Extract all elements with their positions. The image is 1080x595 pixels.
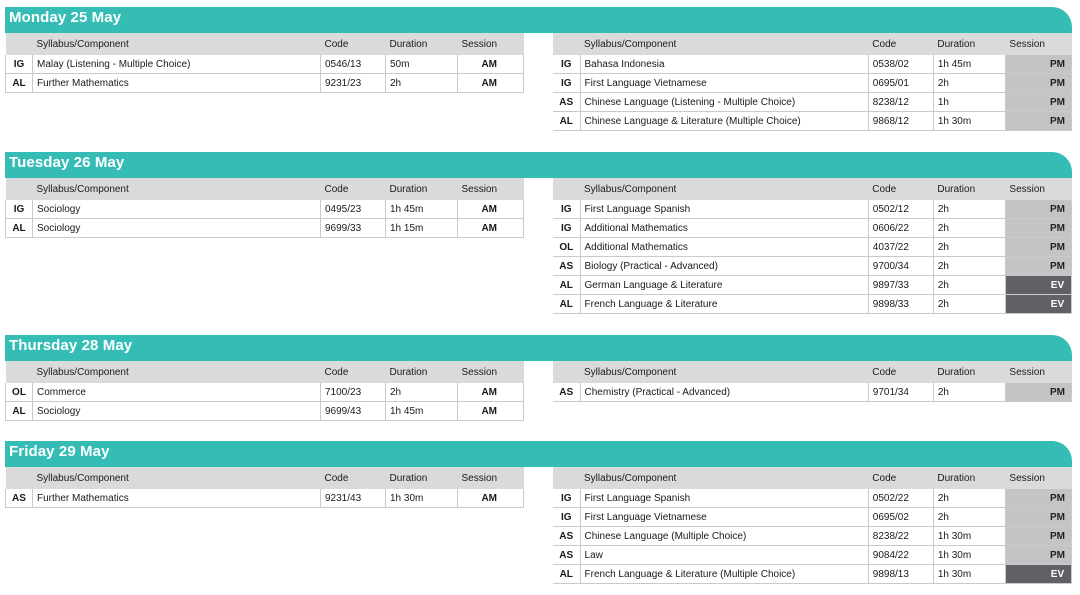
session-cell: PM xyxy=(1005,112,1071,131)
session-cell: PM xyxy=(1005,527,1071,546)
day-header-bar xyxy=(5,441,1072,467)
duration-cell: 1h 45m xyxy=(933,55,1005,74)
level-column-header xyxy=(6,33,33,55)
session-cell: PM xyxy=(1005,55,1071,74)
duration-cell: 1h 30m xyxy=(933,565,1005,584)
duration-column-header: Duration xyxy=(933,361,1005,383)
syllabus-column-header: Syllabus/Component xyxy=(33,33,321,55)
duration-column-header: Duration xyxy=(386,361,458,383)
syllabus-column-header: Syllabus/Component xyxy=(33,178,321,200)
table-row xyxy=(6,200,524,219)
level-cell: IG xyxy=(6,55,33,74)
syllabus-cell: First Language Spanish xyxy=(580,489,868,508)
table-row xyxy=(553,219,1072,238)
syllabus-cell: First Language Spanish xyxy=(580,200,868,219)
column-header-row xyxy=(553,33,1072,55)
code-cell: 9700/34 xyxy=(868,257,933,276)
level-cell: OL xyxy=(553,238,580,257)
duration-cell: 2h xyxy=(386,74,458,93)
session-cell: EV xyxy=(1005,295,1071,314)
table-row xyxy=(6,402,524,421)
day-title: Friday 29 May xyxy=(9,443,110,460)
session-cell: AM xyxy=(458,200,524,219)
table-row xyxy=(553,93,1072,112)
table-row xyxy=(6,55,524,74)
duration-cell: 2h xyxy=(386,383,458,402)
code-cell: 9897/33 xyxy=(868,276,933,295)
session-cell: PM xyxy=(1005,489,1071,508)
session-column-header: Session xyxy=(1005,178,1071,200)
syllabus-column-header: Syllabus/Component xyxy=(580,467,868,489)
code-cell: 0502/22 xyxy=(868,489,933,508)
session-column-header: Session xyxy=(458,33,524,55)
duration-cell: 2h xyxy=(933,508,1005,527)
syllabus-cell: German Language & Literature xyxy=(580,276,868,295)
code-cell: 8238/22 xyxy=(868,527,933,546)
level-cell: AL xyxy=(6,74,33,93)
syllabus-cell: Further Mathematics xyxy=(33,74,321,93)
left-session-table xyxy=(5,361,524,421)
day-header-bar xyxy=(5,152,1072,178)
syllabus-cell: Biology (Practical - Advanced) xyxy=(580,257,868,276)
session-cell: PM xyxy=(1005,200,1071,219)
code-column-header: Code xyxy=(868,178,933,200)
column-header-row xyxy=(6,33,524,55)
table-row xyxy=(553,565,1072,584)
duration-cell: 2h xyxy=(933,219,1005,238)
left-session-table xyxy=(5,178,524,238)
table-row xyxy=(553,546,1072,565)
syllabus-cell: Bahasa Indonesia xyxy=(580,55,868,74)
column-header-row xyxy=(6,178,524,200)
syllabus-cell: French Language & Literature (Multiple Choice) xyxy=(580,565,868,584)
session-column-header: Session xyxy=(458,178,524,200)
day-header-bar xyxy=(5,335,1072,361)
level-cell: AL xyxy=(6,402,33,421)
column-header-row xyxy=(6,467,524,489)
level-cell: AL xyxy=(553,565,580,584)
syllabus-cell: French Language & Literature xyxy=(580,295,868,314)
syllabus-cell: Chinese Language (Multiple Choice) xyxy=(580,527,868,546)
code-cell: 0695/02 xyxy=(868,508,933,527)
code-cell: 7100/23 xyxy=(321,383,386,402)
day-header-bar xyxy=(5,7,1072,33)
table-row xyxy=(6,383,524,402)
duration-column-header: Duration xyxy=(386,33,458,55)
session-cell: AM xyxy=(458,55,524,74)
level-column-header xyxy=(6,467,33,489)
code-column-header: Code xyxy=(321,33,386,55)
syllabus-cell: Additional Mathematics xyxy=(580,238,868,257)
duration-column-header: Duration xyxy=(933,178,1005,200)
duration-column-header: Duration xyxy=(933,33,1005,55)
code-column-header: Code xyxy=(868,33,933,55)
level-column-header xyxy=(553,361,580,383)
code-cell: 0606/22 xyxy=(868,219,933,238)
code-cell: 9898/33 xyxy=(868,295,933,314)
table-row xyxy=(6,489,524,508)
table-row xyxy=(553,55,1072,74)
syllabus-cell: Malay (Listening - Multiple Choice) xyxy=(33,55,321,74)
level-column-header xyxy=(553,178,580,200)
session-cell: PM xyxy=(1005,93,1071,112)
level-cell: IG xyxy=(553,489,580,508)
duration-cell: 1h 30m xyxy=(933,546,1005,565)
session-cell: PM xyxy=(1005,219,1071,238)
code-cell: 9701/34 xyxy=(868,383,933,402)
syllabus-cell: Chemistry (Practical - Advanced) xyxy=(580,383,868,402)
session-cell: PM xyxy=(1005,74,1071,93)
day-title: Tuesday 26 May xyxy=(9,154,125,171)
table-row xyxy=(553,508,1072,527)
code-cell: 8238/12 xyxy=(868,93,933,112)
level-cell: AS xyxy=(6,489,33,508)
level-cell: IG xyxy=(553,55,580,74)
session-cell: AM xyxy=(458,489,524,508)
table-row xyxy=(553,527,1072,546)
duration-column-header: Duration xyxy=(933,467,1005,489)
syllabus-cell: Chinese Language & Literature (Multiple Choice) xyxy=(580,112,868,131)
syllabus-column-header: Syllabus/Component xyxy=(33,361,321,383)
session-cell: PM xyxy=(1005,238,1071,257)
duration-cell: 1h 30m xyxy=(386,489,458,508)
table-row xyxy=(6,219,524,238)
level-cell: IG xyxy=(553,508,580,527)
level-cell: AL xyxy=(553,276,580,295)
column-header-row xyxy=(553,178,1072,200)
duration-column-header: Duration xyxy=(386,467,458,489)
syllabus-column-header: Syllabus/Component xyxy=(580,33,868,55)
column-header-row xyxy=(6,361,524,383)
table-row xyxy=(553,276,1072,295)
syllabus-cell: Sociology xyxy=(33,219,321,238)
duration-cell: 1h 45m xyxy=(386,200,458,219)
table-row xyxy=(553,112,1072,131)
level-cell: AL xyxy=(553,112,580,131)
session-cell: PM xyxy=(1005,546,1071,565)
level-cell: IG xyxy=(553,74,580,93)
code-cell: 9231/43 xyxy=(321,489,386,508)
session-column-header: Session xyxy=(458,467,524,489)
left-session-table xyxy=(5,467,524,508)
duration-cell: 2h xyxy=(933,276,1005,295)
day-title: Monday 25 May xyxy=(9,9,122,26)
code-column-header: Code xyxy=(321,178,386,200)
column-header-row xyxy=(553,467,1072,489)
level-column-header xyxy=(6,361,33,383)
session-cell: AM xyxy=(458,402,524,421)
code-cell: 9084/22 xyxy=(868,546,933,565)
duration-cell: 1h xyxy=(933,93,1005,112)
session-cell: PM xyxy=(1005,383,1071,402)
session-cell: PM xyxy=(1005,257,1071,276)
level-cell: AL xyxy=(6,219,33,238)
syllabus-cell: Chinese Language (Listening - Multiple Choice) xyxy=(580,93,868,112)
level-cell: AL xyxy=(553,295,580,314)
syllabus-cell: Commerce xyxy=(33,383,321,402)
table-row xyxy=(553,238,1072,257)
level-cell: AS xyxy=(553,546,580,565)
code-cell: 9699/33 xyxy=(321,219,386,238)
syllabus-cell: Law xyxy=(580,546,868,565)
syllabus-column-header: Syllabus/Component xyxy=(580,178,868,200)
code-cell: 4037/22 xyxy=(868,238,933,257)
level-column-header xyxy=(553,467,580,489)
syllabus-cell: Sociology xyxy=(33,402,321,421)
code-cell: 0546/13 xyxy=(321,55,386,74)
level-column-header xyxy=(6,178,33,200)
table-row xyxy=(553,257,1072,276)
level-cell: IG xyxy=(6,200,33,219)
code-cell: 0538/02 xyxy=(868,55,933,74)
syllabus-column-header: Syllabus/Component xyxy=(33,467,321,489)
right-session-table xyxy=(553,361,1072,402)
table-row xyxy=(553,74,1072,93)
code-column-header: Code xyxy=(868,361,933,383)
code-cell: 0695/01 xyxy=(868,74,933,93)
table-row xyxy=(553,200,1072,219)
session-cell: EV xyxy=(1005,565,1071,584)
code-cell: 9699/43 xyxy=(321,402,386,421)
table-row xyxy=(553,383,1072,402)
duration-cell: 2h xyxy=(933,238,1005,257)
code-column-header: Code xyxy=(321,361,386,383)
duration-cell: 1h 30m xyxy=(933,112,1005,131)
level-column-header xyxy=(553,33,580,55)
duration-cell: 50m xyxy=(386,55,458,74)
session-column-header: Session xyxy=(1005,361,1071,383)
right-session-table xyxy=(553,467,1072,584)
code-cell: 0495/23 xyxy=(321,200,386,219)
duration-cell: 1h 45m xyxy=(386,402,458,421)
session-column-header: Session xyxy=(1005,33,1071,55)
right-session-table xyxy=(553,33,1072,131)
syllabus-cell: First Language Vietnamese xyxy=(580,508,868,527)
session-cell: EV xyxy=(1005,276,1071,295)
syllabus-cell: Additional Mathematics xyxy=(580,219,868,238)
left-session-table xyxy=(5,33,524,93)
code-column-header: Code xyxy=(321,467,386,489)
session-cell: AM xyxy=(458,219,524,238)
session-column-header: Session xyxy=(458,361,524,383)
syllabus-cell: Sociology xyxy=(33,200,321,219)
code-cell: 0502/12 xyxy=(868,200,933,219)
level-cell: IG xyxy=(553,219,580,238)
level-cell: AS xyxy=(553,257,580,276)
duration-cell: 2h xyxy=(933,383,1005,402)
session-cell: PM xyxy=(1005,508,1071,527)
duration-cell: 2h xyxy=(933,295,1005,314)
level-cell: AS xyxy=(553,527,580,546)
duration-cell: 2h xyxy=(933,200,1005,219)
duration-cell: 1h 15m xyxy=(386,219,458,238)
code-cell: 9231/23 xyxy=(321,74,386,93)
session-column-header: Session xyxy=(1005,467,1071,489)
session-cell: AM xyxy=(458,383,524,402)
duration-cell: 1h 30m xyxy=(933,527,1005,546)
table-row xyxy=(553,489,1072,508)
table-row xyxy=(6,74,524,93)
table-row xyxy=(553,295,1072,314)
level-cell: AS xyxy=(553,383,580,402)
duration-cell: 2h xyxy=(933,74,1005,93)
right-session-table xyxy=(553,178,1072,314)
syllabus-cell: Further Mathematics xyxy=(33,489,321,508)
session-cell: AM xyxy=(458,74,524,93)
level-cell: IG xyxy=(553,200,580,219)
syllabus-cell: First Language Vietnamese xyxy=(580,74,868,93)
code-cell: 9868/12 xyxy=(868,112,933,131)
day-title: Thursday 28 May xyxy=(9,337,133,354)
duration-cell: 2h xyxy=(933,257,1005,276)
syllabus-column-header: Syllabus/Component xyxy=(580,361,868,383)
level-cell: AS xyxy=(553,93,580,112)
duration-cell: 2h xyxy=(933,489,1005,508)
duration-column-header: Duration xyxy=(386,178,458,200)
level-cell: OL xyxy=(6,383,33,402)
column-header-row xyxy=(553,361,1072,383)
code-column-header: Code xyxy=(868,467,933,489)
code-cell: 9898/13 xyxy=(868,565,933,584)
